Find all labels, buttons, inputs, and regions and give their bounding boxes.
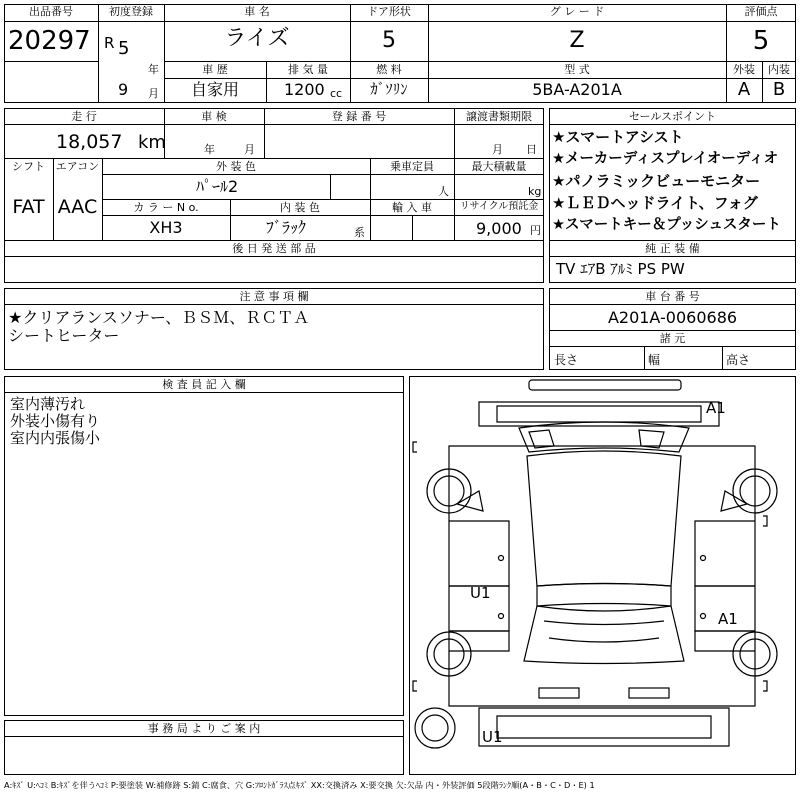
inspection-month-unit: 月 xyxy=(244,143,255,156)
year-unit: 年 xyxy=(148,63,159,76)
int-color: ﾌﾞﾗｯｸ xyxy=(266,218,307,237)
reg-no-label: 登 録 番 号 xyxy=(331,110,387,123)
interior-grade-label: 内装 xyxy=(768,63,790,76)
era: R xyxy=(104,34,115,52)
car-diagram xyxy=(409,376,796,775)
notes-line: シートヒーター xyxy=(8,326,120,345)
transfer-label: 譲渡書類期限 xyxy=(466,110,532,123)
damage-mark: A1 xyxy=(718,610,738,628)
ext-color: ﾊﾟｰﾙ2 xyxy=(196,177,239,196)
capacity-label: 乗車定員 xyxy=(390,160,434,173)
lot-no-label: 出品番号 xyxy=(29,5,73,18)
dimensions-label: 諸 元 xyxy=(659,332,686,345)
transfer-month-unit: 月 xyxy=(492,143,503,156)
sales-point-item: ★スマートアシスト xyxy=(552,128,684,146)
inspector-label: 検 査 員 記 入 欄 xyxy=(162,378,246,391)
later-parts-label: 後 日 発 送 部 品 xyxy=(232,242,316,255)
inspection-year-unit: 年 xyxy=(204,143,215,156)
fuel: ｶﾞｿﾘﾝ xyxy=(370,80,408,98)
int-color-unit: 系 xyxy=(354,226,365,239)
fuel-label: 燃 料 xyxy=(376,63,402,76)
mileage: 18,057 xyxy=(56,131,123,153)
damage-mark: U1 xyxy=(482,728,503,746)
sales-point-item: ★メーカーディスプレイオーディオ xyxy=(552,151,779,167)
color-no-label: カ ラ ー N o. xyxy=(133,201,199,214)
history-label: 車 歴 xyxy=(202,63,228,76)
displacement: 1200 xyxy=(284,80,325,99)
model-code-label: 型 式 xyxy=(564,63,590,76)
equipment-label: 純 正 装 備 xyxy=(645,242,700,255)
color-no: XH3 xyxy=(149,218,183,237)
int-color-label: 内 装 色 xyxy=(280,201,320,214)
exterior-grade: A xyxy=(737,79,751,100)
legend-text: A:ｷｽﾞ U:ﾍｺﾐ B:ｷｽﾞを伴うﾍｺﾐ P:要塗装 W:補修跡 S:錆 C:腐食、穴 G:ﾌﾛﾝﾄｶﾞﾗｽ点ｷｽﾞ XX:交換済み X:要交換 欠:欠品 内・外装評価 5段階ﾗﾝｸ順(A・B・C・D・E) 1 xyxy=(4,780,595,790)
recycle-unit: 円 xyxy=(530,224,541,237)
load-unit: kg xyxy=(528,185,542,198)
mileage-label: 走 行 xyxy=(71,110,97,123)
inspector-line: 室内内張傷小 xyxy=(10,429,101,447)
doors-label: ドア形状 xyxy=(367,5,411,18)
inspection-label: 車 検 xyxy=(201,110,227,123)
shift-label: シフト xyxy=(12,160,45,173)
car-name: ライズ xyxy=(224,26,290,51)
model-code: 5BA-A201A xyxy=(532,80,622,99)
mileage-unit: km xyxy=(138,132,166,153)
sales-point-item: ★ＬＥＤヘッドライト、フォグ xyxy=(552,194,758,212)
displacement-label: 排 気 量 xyxy=(288,63,328,76)
recycle-label: リサイクル預託金 xyxy=(459,201,539,212)
import-label: 輸 入 車 xyxy=(392,201,432,214)
shift: FAT xyxy=(12,196,45,218)
interior-grade: B xyxy=(772,79,786,100)
sales-point-item: ★パノラミックビューモニター xyxy=(552,172,761,190)
grade: Z xyxy=(569,28,585,53)
capacity-unit: 人 xyxy=(438,185,449,198)
grade-label: グ レ ー ド xyxy=(549,5,605,18)
recycle: 9,000 xyxy=(476,219,522,238)
notes-label: 注 意 事 項 欄 xyxy=(239,290,309,303)
exterior-grade-label: 外装 xyxy=(733,63,755,76)
history: 自家用 xyxy=(190,80,239,99)
transfer-day-unit: 日 xyxy=(526,143,537,156)
score-label: 評価点 xyxy=(744,5,778,18)
notes-line: ★クリアランスソナー、ＢＳＭ、ＲＣＴＡ xyxy=(8,308,310,327)
car-name-label: 車 名 xyxy=(244,5,270,18)
length-label: 長さ xyxy=(554,353,579,367)
ext-color-label: 外 装 色 xyxy=(216,160,256,173)
damage-mark: A1 xyxy=(706,399,726,417)
aircon: AAC xyxy=(57,196,98,218)
reg-year: 5 xyxy=(118,38,130,59)
office-label: 事 務 局 よ り ご 案 内 xyxy=(147,722,261,735)
score: 5 xyxy=(752,26,770,56)
height-label: 高さ xyxy=(726,353,751,367)
inspector-line: 室内薄汚れ xyxy=(10,395,86,413)
month-unit: 月 xyxy=(148,87,159,100)
width-label: 幅 xyxy=(648,353,661,367)
first-reg-label: 初度登録 xyxy=(109,5,153,18)
lot-no: 20297 xyxy=(8,26,91,56)
displacement-unit: cc xyxy=(330,87,343,100)
inspector-line: 外装小傷有り xyxy=(10,412,101,430)
sales-point-item: ★スマートキー＆プッシュスタート xyxy=(552,217,781,233)
chassis-number: A201A-0060686 xyxy=(607,308,738,327)
load-label: 最大積載量 xyxy=(471,160,527,173)
aircon-label: エアコン xyxy=(55,160,100,173)
sales-points-label: セールスポイント xyxy=(628,110,716,123)
damage-mark: U1 xyxy=(470,584,491,602)
chassis-label: 車 台 番 号 xyxy=(645,290,700,303)
doors: 5 xyxy=(382,28,396,53)
reg-month: 9 xyxy=(118,80,129,99)
equipment: TV ｴｱB ｱﾙﾐ PS PW xyxy=(556,260,685,278)
